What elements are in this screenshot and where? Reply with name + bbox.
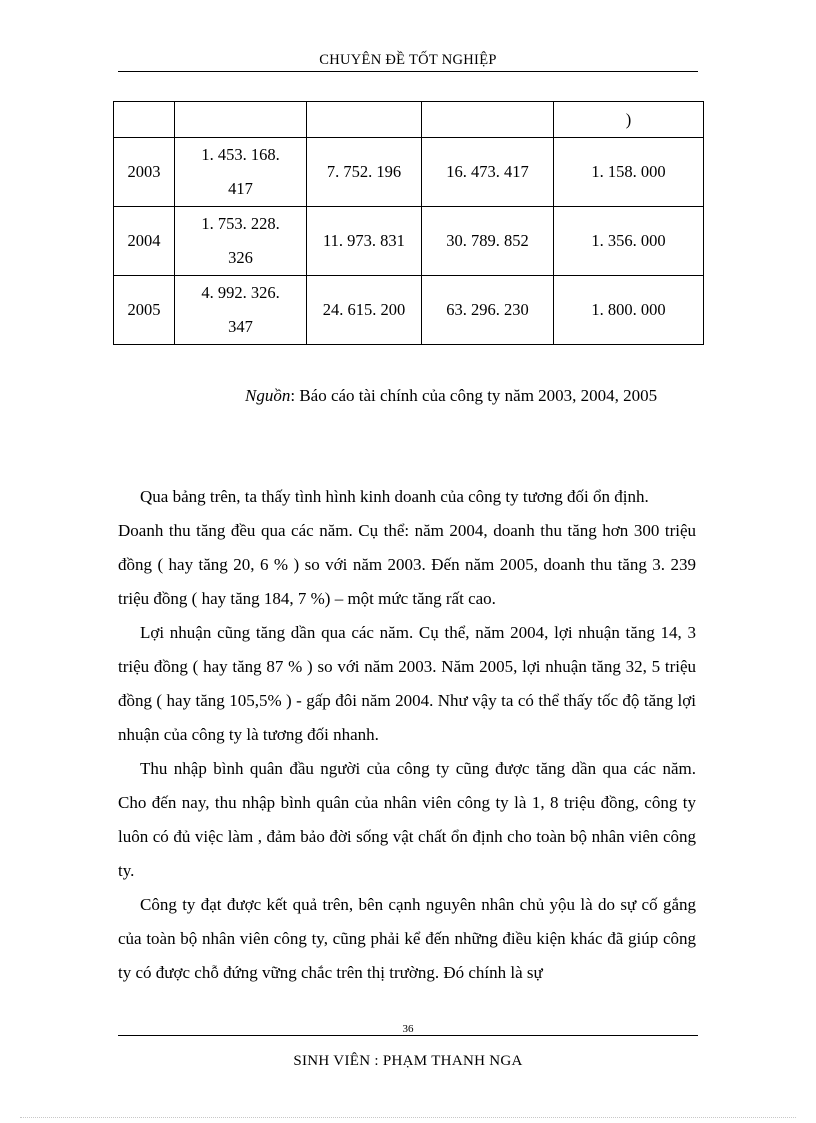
footer-author: SINH VIÊN : PHẠM THANH NGA	[293, 1053, 523, 1069]
financial-table	[113, 101, 704, 345]
page-bottom-border	[20, 1117, 796, 1118]
table-cell: )	[554, 102, 704, 138]
year-cell: 2003	[114, 138, 175, 207]
cell-line: 4. 992. 326.	[201, 283, 280, 302]
table-cell: 1. 356. 000	[554, 207, 704, 276]
table-cell: 30. 789. 852	[422, 207, 554, 276]
cell-line: 326	[228, 248, 253, 267]
table-cell	[422, 102, 554, 138]
table-cell: 24. 615. 200	[307, 276, 422, 345]
table-cell: 1. 158. 000	[554, 138, 704, 207]
year-cell: 2004	[114, 207, 175, 276]
table-cell	[175, 102, 307, 138]
year-cell: 2005	[114, 276, 175, 345]
paragraph: Qua bảng trên, ta thấy tình hình kinh doanh của công ty tương đối ổn định.	[140, 487, 649, 506]
source-note	[118, 378, 696, 414]
page-header-title: CHUYÊN ĐỀ TỐT NGHIỆP	[319, 52, 497, 68]
cell-line: 1. 753. 228.	[201, 214, 280, 233]
cell-line: 1. 453. 168.	[201, 145, 280, 164]
table-row	[114, 276, 704, 345]
header-divider	[118, 71, 698, 72]
paragraph: Công ty đạt được kết quả trên, bên cạnh nguyên nhân chủ yộu là do sự cố gắng của toàn bộ nhân viên công ty, cũng phải kể đến những điều kiện khác đã giúp công ty có được chỗ đứng vững chắc trên thị trường. Đó chính là sự	[118, 895, 696, 982]
paragraph: Lợi nhuận cũng tăng dần qua các năm. Cụ thể, năm 2004, lợi nhuận tăng 14, 3 triệu đồng ( hay tăng 87 % ) so với năm 2003. Năm 2005, lợi nhuận tăng 32, 5 triệu đồng ( hay tăng 105,5% ) - gấp đôi năm 2004. Như vậy ta có thể thấy tốc độ tăng lợi nhuận của công ty là tương đối nhanh.	[118, 623, 696, 744]
table-row	[114, 207, 704, 276]
table-cell: 63. 296. 230	[422, 276, 554, 345]
table-cell	[175, 207, 307, 276]
table-cell	[175, 138, 307, 207]
table-row	[114, 138, 704, 207]
paragraph: Thu nhập bình quân đầu người của công ty cũng được tăng dần qua các năm. Cho đến nay, thu nhập bình quân của nhân viên công ty là 1, 8 triệu đồng, công ty luôn có đủ việc làm , đảm bảo đời sống vật chất ổn định cho toàn bộ nhân viên công ty.	[118, 759, 696, 880]
table-cell	[114, 102, 175, 138]
table-row	[114, 102, 704, 138]
table-cell: 16. 473. 417	[422, 138, 554, 207]
paragraph: Doanh thu tăng đều qua các năm. Cụ thể: năm 2004, doanh thu tăng hơn 300 triệu đồng ( hay tăng 20, 6 % ) so với năm 2003. Đến năm 2005, doanh thu tăng 3. 239 triệu đồng ( hay tăng 184, 7 %) – một mức tăng rất cao.	[118, 521, 696, 608]
cell-line: 417	[228, 179, 253, 198]
page-number: 36	[402, 1023, 414, 1035]
footer-divider	[118, 1035, 698, 1036]
table-cell: 11. 973. 831	[307, 207, 422, 276]
table-cell	[307, 102, 422, 138]
source-text: : Báo cáo tài chính của công ty năm 2003, 2004, 2005	[290, 386, 658, 405]
body-text	[118, 480, 696, 990]
cell-line: 347	[228, 317, 253, 336]
source-label: Nguồn	[245, 386, 291, 405]
table-cell	[175, 276, 307, 345]
table-cell: 7. 752. 196	[307, 138, 422, 207]
table-cell: 1. 800. 000	[554, 276, 704, 345]
